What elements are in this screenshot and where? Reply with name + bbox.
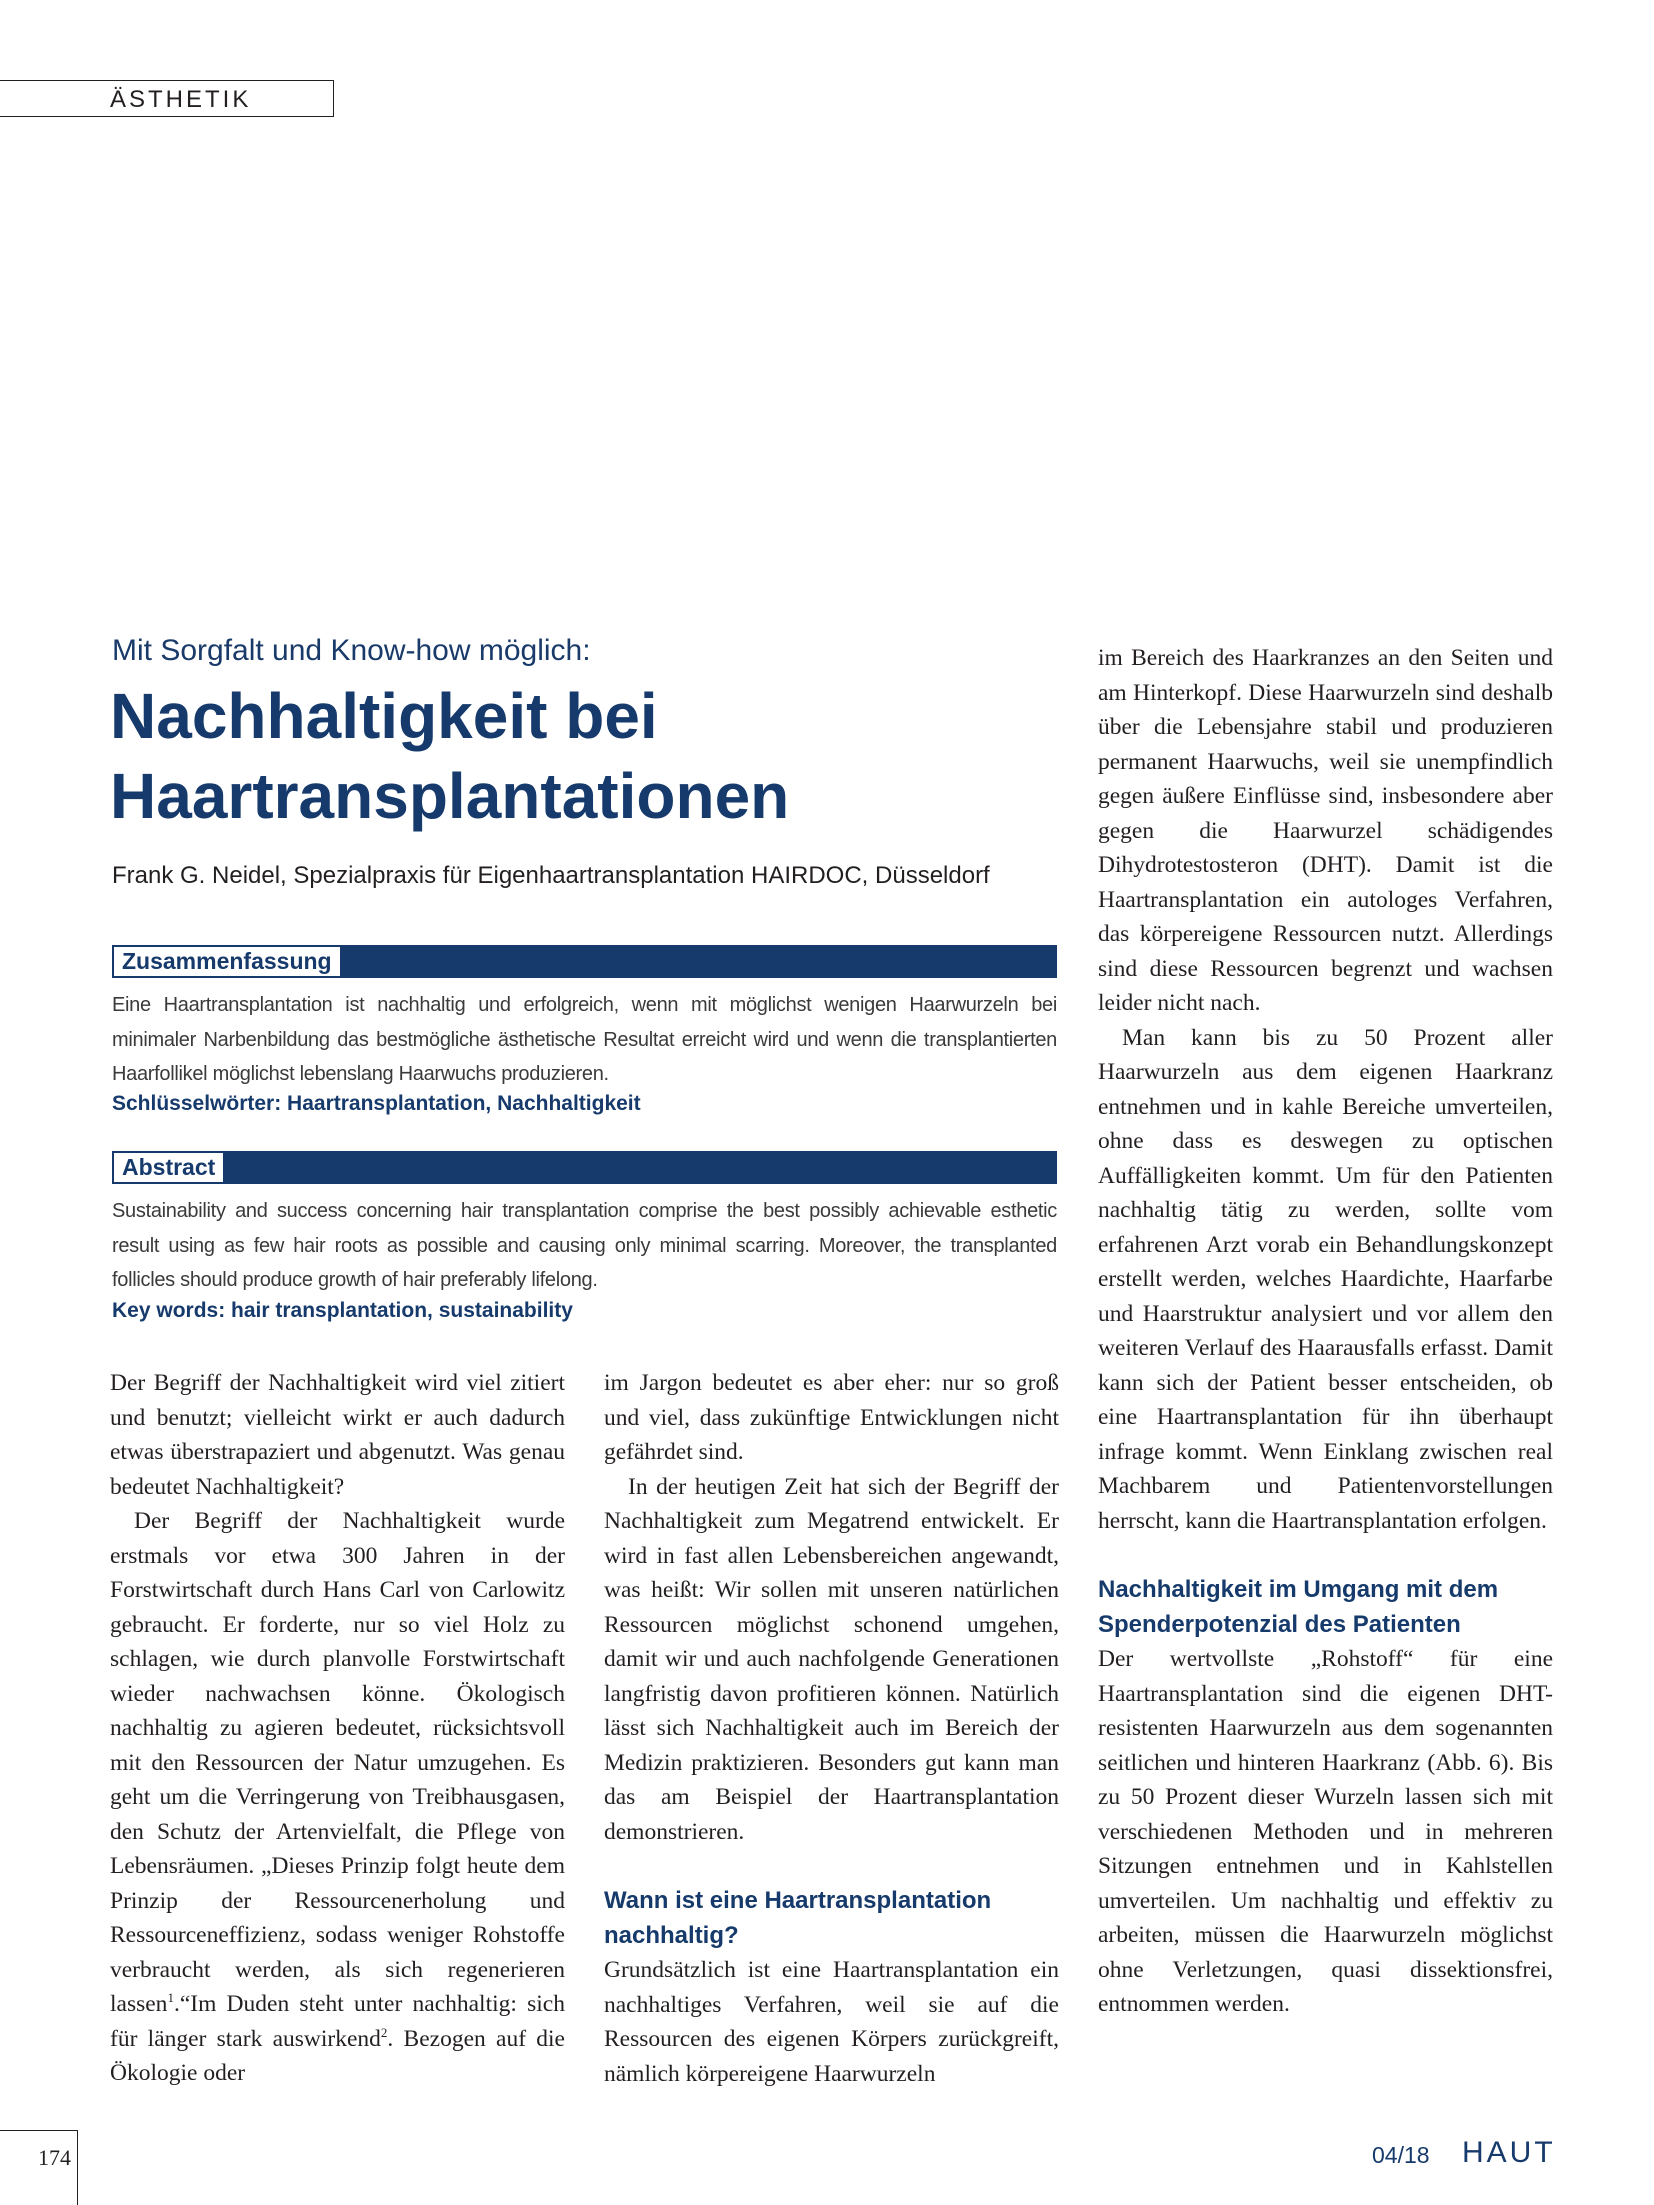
paragraph: In der heutigen Zeit hat sich der Begriff der Nachhaltigkeit zum Megatrend entwickelt. Er wird in fast allen Lebensbereichen angewandt, was heißt: Wir sollen mit unseren natürlichen Ressourcen möglichst schonend umgehen, damit wir und auch nachfolgende Generationen langfristig davon profitieren können. Natürlich lässt sich Nachhaltigkeit auch im Bereich der Medizin praktizieren. Besonders gut kann man das am Beispiel der Haartransplantation demonstrieren. <box>604 1473 1059 1845</box>
article-kicker: Mit Sorgfalt und Know-how möglich: <box>112 634 591 667</box>
section-tab <box>0 80 334 117</box>
abstract-text: Sustainability and success concerning hair transplantation comprise the best possibly achievable esthetic result using as few hair roots as possible and causing only minimal scarring. Moreover, the transplanted follicles should produce growth of hair preferably lifelong. <box>112 1200 1057 1291</box>
body-column-2 <box>604 1366 1059 2091</box>
paragraph: Der wertvollste „Rohstoff“ für eine Haartransplantation sind die eigenen DHT-resistenten Haarwurzeln aus dem sogenannten seitlichen und hinteren Haarkranz (Abb. 6). Bis zu 50 Prozent dieser Wurzeln lassen sich mit verschiedenen Methoden und in mehreren Sitzungen entnehmen und in Kahlstellen umverteilen. Um nachhaltig und effektiv zu arbeiten, müssen die Haarwurzeln möglichst ohne Verletzungen, quasi dissektionsfrei, entnommen werden. <box>1098 1646 1553 2017</box>
author-line: Frank G. Neidel, Spezialpraxis für Eigenhaartransplantation HAIRDOC, Düsseldorf <box>112 862 990 889</box>
title-line-2: Haartransplantationen <box>110 760 790 832</box>
article-title <box>110 676 789 836</box>
paragraph: im Bereich des Haarkranzes an den Seiten und am Hinterkopf. Diese Haarwurzeln sind deshalb über die Lebensjahre stabil und produzieren permanent Haarwuchs, weil sie unempfindlich gegen äußere Einflüsse sind, insbesondere aber gegen die Haarwurzel schädigendes Dihydrotestosteron (DHT). Damit ist die Haartransplantation ein autologes Verfahren, das körpereigene Ressourcen nutzt. Allerdings sind diese Ressourcen begrenzt und wachsen leider nicht nach. <box>1098 645 1553 1016</box>
journal-logo: HAUT <box>1462 2136 1556 2169</box>
abstract-label: Abstract <box>112 1151 225 1184</box>
summary-keywords: Schlüsselwörter: Haartransplantation, Nachhaltigkeit <box>112 1092 641 1115</box>
section-heading: Nachhaltigkeit im Umgang mit dem Spenderpotenzial des Patienten <box>1098 1576 1499 1638</box>
spacer <box>1098 1538 1553 1573</box>
summary-text: Eine Haartransplantation ist nachhaltig und erfolgreich, wenn mit möglichst wenigen Haarwurzeln bei minimaler Narbenbildung das bestmögliche ästhetische Resultat erreicht wird und wenn die transplantierten Haarfollikel möglichst lebenslang Haarwuchs produzieren. <box>112 994 1057 1085</box>
paragraph: Grundsätzlich ist eine Haartransplantation ein nachhaltiges Verfahren, weil sie auf die Ressourcen des eigenen Körpers zurückgreift, nämlich körpereigene Haarwurzeln <box>604 1957 1059 2087</box>
paragraph-text: .“Im Duden steht unter nachhaltig: sich für länger stark auswirkend <box>110 1991 565 2052</box>
spacer <box>604 1849 1059 1884</box>
page-number: 174 <box>38 2145 71 2170</box>
page-number-box <box>0 2130 78 2205</box>
paragraph-text: . Bezogen auf die Ökologie oder <box>110 2025 565 2086</box>
summary-label: Zusammenfassung <box>112 945 342 978</box>
title-line-1: Nachhaltigkeit bei <box>110 680 658 752</box>
paragraph: Man kann bis zu 50 Prozent aller Haarwurzeln aus dem eigenen Haarkranz entnehmen und in kahle Bereiche umverteilen, ohne dass es deswegen zu optischen Auffälligkeiten kommt. Um für den Patienten nachhaltig tätig zu werden, sollte vom erfahrenen Arzt vorab ein Behandlungskonzept erstellt werden, welches Haardichte, Haarfarbe und Haarstruktur analysiert und vor allem den weiteren Verlauf des Haarausfalls erfasst. Damit kann sich der Patient besser entscheiden, ob eine Haartransplantation für ihn überhaupt infrage kommt. Wenn Einklang zwischen real Machbarem und Patientenvorstellungen herrscht, kann die Haartransplantation erfolgen. <box>1098 1024 1553 1534</box>
body-column-3 <box>1098 641 1553 2022</box>
paragraph: Der Begriff der Nachhaltigkeit wird viel zitiert und benutzt; vielleicht wirkt er auch dadurch etwas überstrapaziert und abgenutzt. Was genau bedeutet Nachhaltigkeit? <box>110 1370 565 1500</box>
footnote-ref: 2 <box>380 2024 388 2040</box>
summary-header-bar <box>112 945 1057 978</box>
abstract-header-bar <box>112 1151 1057 1184</box>
body-column-1 <box>110 1366 565 2091</box>
footnote-ref: 1 <box>167 1990 174 2006</box>
section-label: ÄSTHETIK <box>110 86 252 113</box>
paragraph <box>110 1504 565 2091</box>
paragraph: im Jargon bedeutet es aber eher: nur so groß und viel, dass zukünftige Entwicklungen nicht gefährdet sind. <box>604 1370 1059 1465</box>
issue-number: 04/18 <box>1372 2142 1430 2168</box>
abstract-keywords: Key words: hair transplantation, sustainability <box>112 1299 573 1322</box>
section-heading: Wann ist eine Haartransplantation nachhaltig? <box>604 1887 992 1949</box>
paragraph-text: Der Begriff der Nachhaltigkeit wurde erstmals vor etwa 300 Jahren in der Forstwirtschaft durch Hans Carl von Carlowitz gebraucht. Er forderte, nur so viel Holz zu schlagen, wie durch planvolle Forstwirtschaft wieder nachwachsen könne. Ökologisch nachhaltig zu agieren bedeutet, rücksichtsvoll mit den Ressourcen der Natur umzugehen. Es geht um die Verringerung von Treibhausgasen, den Schutz der Artenvielfalt, die Pflege von Lebensräumen. „Dieses Prinzip folgt heute dem Prinzip der Ressourcenerholung und Ressourceneffizienz, sodass weniger Rohstoffe verbraucht werden, als sich regenerieren lassen <box>110 1508 565 2017</box>
